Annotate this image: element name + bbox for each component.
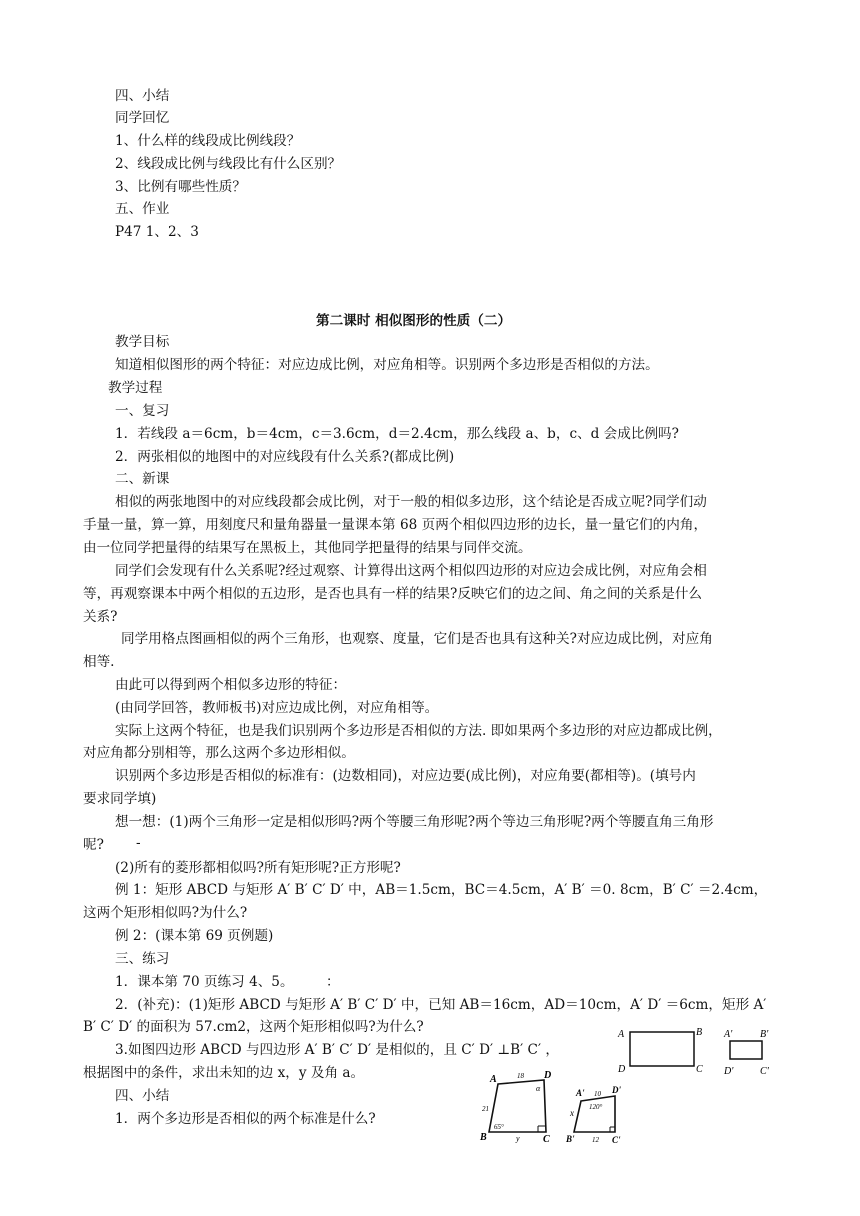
rect-a-b-c-d-prime <box>730 1041 762 1059</box>
quad-big-angle-d: α <box>536 1084 541 1093</box>
quad-small-label-a: A' <box>576 1088 585 1098</box>
new-heading: 二、新课 <box>115 471 170 487</box>
para-2-line-1: 同学们会发现有什么关系呢?经过观察、计算得出这两个相似四边形的对应边会成比例，对应角会相 <box>115 563 707 579</box>
para-3-line-2: 相等. <box>83 654 115 670</box>
para-9: (2)所有的菱形都相似吗?所有矩形呢?正方形呢? <box>115 860 401 876</box>
para-6-line-2: 对应角都分别相等，那么这两个多边形相似。 <box>83 745 355 761</box>
para-2-line-3: 关系? <box>83 609 118 625</box>
quad-small-side-bc: 12 <box>592 1136 599 1144</box>
practice-3-line-2: 根据图中的条件，求出未知的边 x，y 及角 a。 <box>83 1065 365 1081</box>
para-1-line-3: 由一位同学把量得的结果写在黑板上，其他同学把量得的结果与同伴交流。 <box>83 540 532 556</box>
quad-big-label-b: B <box>480 1132 487 1143</box>
quad-big-label-d: D <box>544 1070 552 1081</box>
quad-big-label-c: C <box>543 1134 550 1145</box>
practice-1-mark: ： <box>326 974 340 990</box>
quad-small-label-d: D' <box>612 1085 621 1095</box>
para-8-line-2: 呢? <box>83 837 104 853</box>
review-heading: 一、复习 <box>115 403 170 419</box>
para-4: 由此可以得到两个相似多边形的特征： <box>115 677 347 693</box>
recall-line: 同学回忆 <box>115 110 170 126</box>
summary-heading-2: 四、小结 <box>115 1088 170 1104</box>
quad-big-label-a: A <box>490 1074 497 1085</box>
lesson-title: 第二课时 相似图形的性质（二） <box>316 313 512 329</box>
rect-small-label-c: C' <box>760 1066 769 1077</box>
para-7-line-1: 识别两个多边形是否相似的标准有：(边数相同)，对应边要(成比例)，对应角要(都相等)。(填号内 <box>115 768 696 784</box>
practice-1: 1．课本第 70 页练习 4、5。 <box>115 974 294 990</box>
review-2: 2．两张相似的地图中的对应线段有什么关系?(都成比例) <box>115 449 455 465</box>
quad-small-label-c: C' <box>612 1135 621 1145</box>
rect-big-label-c: C <box>696 1064 703 1075</box>
para-7-line-2: 要求同学填) <box>83 791 157 807</box>
example-1-line-1: 例 1：矩形 ABCD 与矩形 A′ B′ C′ D′ 中，AB＝1.5cm，BC＝4.5cm，A′ B′ ＝0. 8cm，B′ C′ ＝2.4cm， <box>115 882 768 898</box>
stray-mark: - <box>136 835 141 851</box>
para-6-line-1: 实际上这两个特征，也是我们识别两个多边形是否相似的方法. 即如果两个多边形的对应边都成比例， <box>115 723 722 739</box>
para-1-line-1: 相似的两张地图中的对应线段都会成比例，对于一般的相似多边形，这个结论是否成立呢?同学们动 <box>115 494 707 510</box>
quad-big-angle-b: 65° <box>494 1123 504 1131</box>
practice-2-line-2: B′ C′ D′ 的面积为 57.cm2，这两个矩形相似吗?为什么? <box>83 1019 424 1035</box>
homework-line: P47 1、2、3 <box>115 224 199 240</box>
rect-big-label-a: A <box>618 1029 625 1040</box>
rect-small-label-d: D' <box>724 1066 734 1077</box>
quad-small-label-b: B' <box>566 1134 575 1144</box>
quad-big-side-ab: 21 <box>482 1105 489 1113</box>
quad-big-side-bc: y <box>516 1134 520 1143</box>
goal-heading: 教学目标 <box>115 334 170 350</box>
review-1: 1．若线段 a＝6cm，b＝4cm，c＝3.6cm，d＝2.4cm，那么线段 a、b，c、d 会成比例吗? <box>115 426 679 442</box>
summary-question-1: 1．两个多边形是否相似的两个标准是什么? <box>115 1111 376 1127</box>
practice-3-line-1: 3.如图四边形 ABCD 与四边形 A′ B′ C′ D′ 是相似的，且 C′ D′ ⊥B′ C′ ， <box>115 1042 559 1058</box>
example-2: 例 2：(课本第 69 页例题) <box>115 928 274 944</box>
practice-2-line-1: 2．(补充)：(1)矩形 ABCD 与矩形 A′ B′ C′ D′ 中，已知 AB＝16cm，AD＝10cm，A′ D′ ＝6cm，矩形 A′ <box>115 997 767 1013</box>
question-3: 3、比例有哪些性质？ <box>115 179 246 195</box>
quad-small-side-ab: x <box>570 1108 574 1118</box>
question-1: 1、什么样的线段成比例线段？ <box>115 133 301 149</box>
para-2-line-2: 等，再观察课本中两个相似的五边形，是否也具有一样的结果?反映它们的边之间、角之间的关系是什么 <box>83 586 703 602</box>
quad-small-side-ad: 10 <box>594 1090 601 1098</box>
goal-text: 知道相似图形的两个特征：对应边成比例，对应角相等。识别两个多边形是否相似的方法。 <box>115 357 659 373</box>
heading-homework: 五、作业 <box>115 201 170 217</box>
quad-small-angle-d: 120° <box>589 1103 603 1111</box>
quad-a-b-c-d-prime <box>574 1096 615 1132</box>
figure-quadrilaterals <box>476 1066 656 1146</box>
rect-big-label-b: B <box>696 1027 703 1038</box>
process-heading: 教学过程 <box>108 380 163 396</box>
rect-abcd <box>630 1032 694 1066</box>
question-2: 2、线段成比例与线段比有什么区别？ <box>115 156 342 172</box>
quad-big-side-ad: 18 <box>517 1072 524 1080</box>
para-8-line-1: 想一想：(1)两个三角形一定是相似形吗?两个等腰三角形呢?两个等边三角形呢?两个等腰直角三角形 <box>115 814 714 830</box>
example-1-line-2: 这两个矩形相似吗?为什么? <box>83 905 248 921</box>
para-3-line-1: 同学用格点图画相似的两个三角形，也观察、度量，它们是否也具有这种关?对应边成比例，对应角 <box>121 631 713 647</box>
rect-small-label-a: A' <box>724 1029 733 1040</box>
heading-summary-1: 四、小结 <box>115 88 170 104</box>
para-5: (由同学回答，教师板书)对应边成比例，对应角相等。 <box>115 700 439 716</box>
rect-big-label-d: D <box>618 1064 626 1075</box>
practice-heading: 三、练习 <box>115 951 170 967</box>
para-1-line-2: 手量一量，算一算，用刻度尺和量角器量一量课本第 68 页两个相似四边形的边长，量一量它们的内角， <box>83 517 708 533</box>
rect-small-label-b: B' <box>760 1029 769 1040</box>
